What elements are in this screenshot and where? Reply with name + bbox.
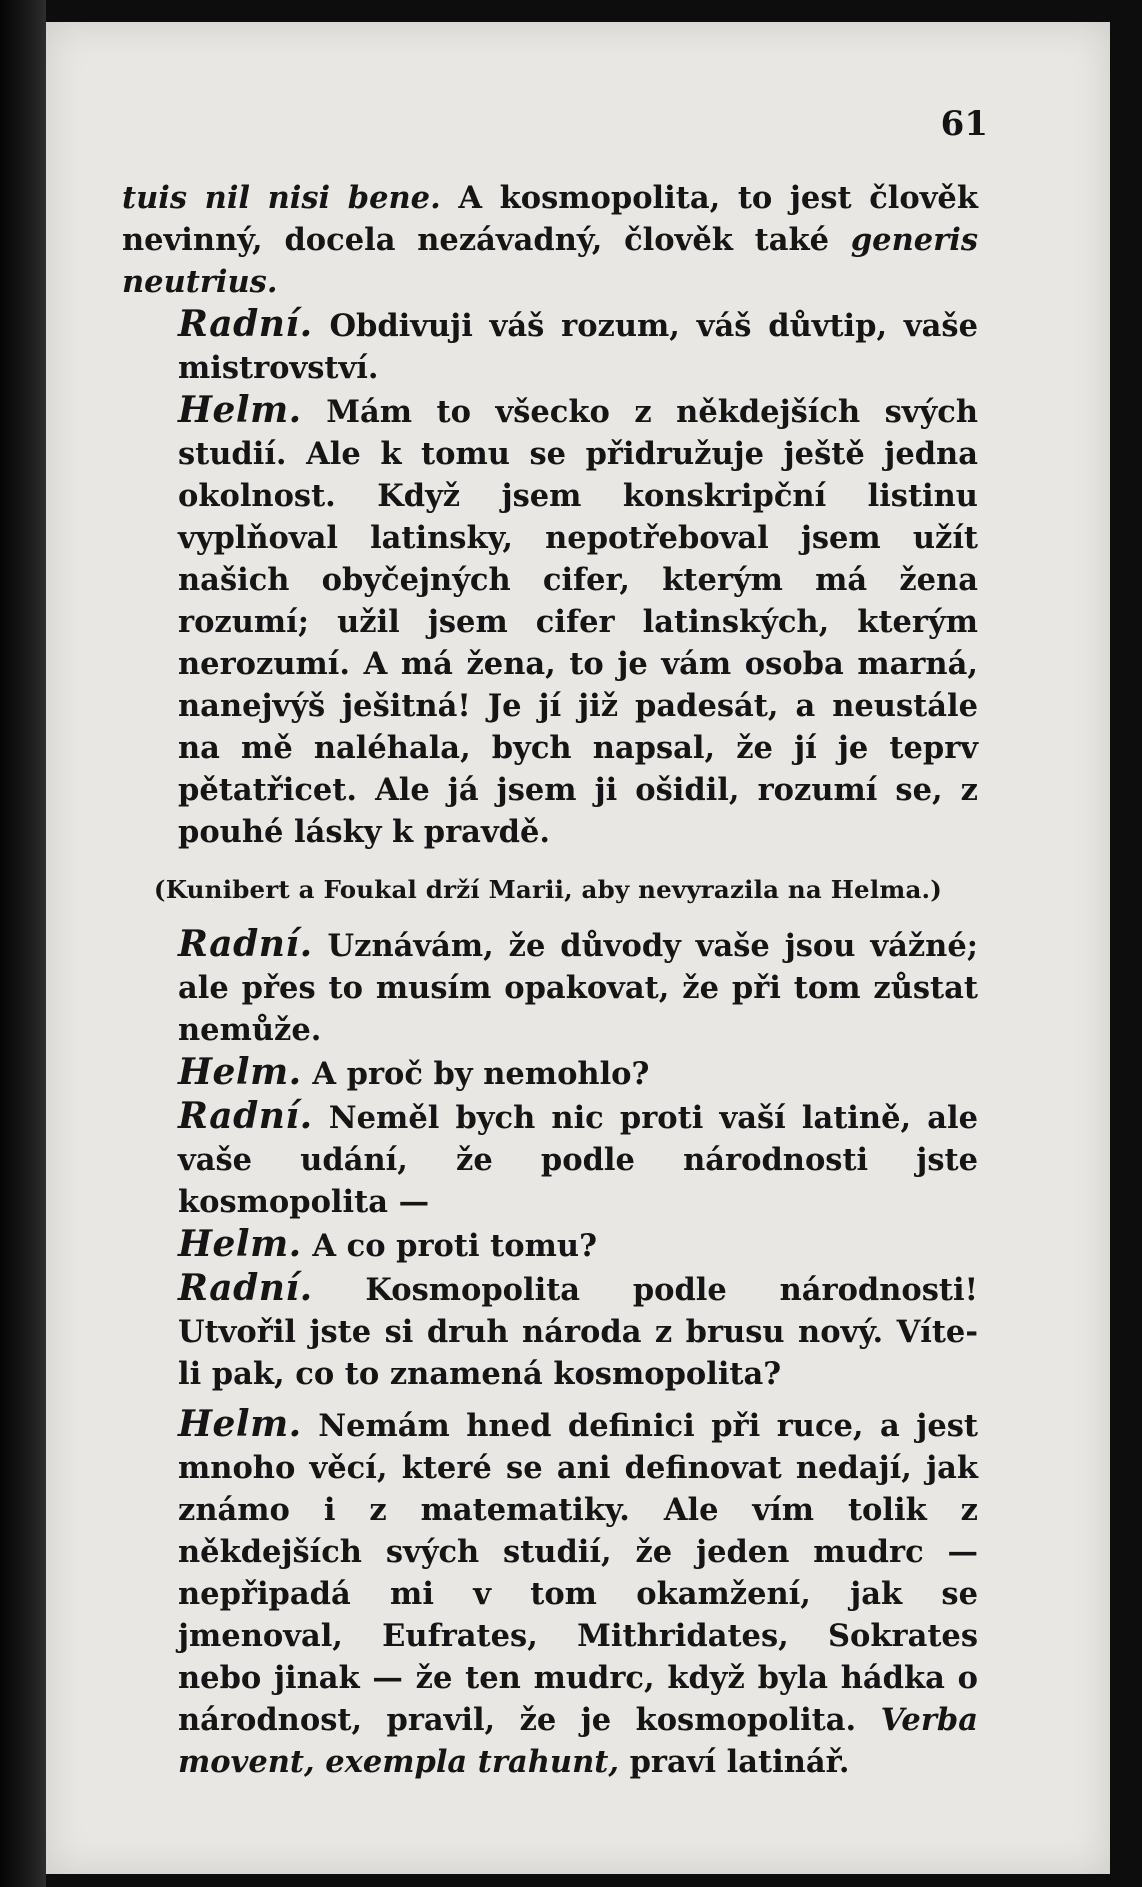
dialogue-text: A proč by nemohlo? xyxy=(301,1056,650,1092)
latin-phrase: generis neutrius. xyxy=(122,222,978,300)
speaker-name: Radní. xyxy=(178,923,313,965)
speaker-name: Helm. xyxy=(178,1223,302,1265)
paragraph-text: A kosmopolita, to jest člověk nevinný, docela nezávadný, člověk také xyxy=(122,180,978,258)
dialogue-text: praví latinář. xyxy=(618,1744,850,1780)
dialogue-text: Kosmopolita podle národnosti! Utvořil jste si druh národa z brusu nový. Víte-li pak, co to znamená kosmopolita? xyxy=(178,1272,978,1392)
speaker-name: Radní. xyxy=(178,303,313,345)
latin-phrase: tuis nil nisi bene. xyxy=(122,180,441,216)
speaker-name: Helm. xyxy=(178,389,302,431)
dialogue-radni xyxy=(122,303,978,389)
page-number: 61 xyxy=(940,104,988,144)
dialogue-helm xyxy=(122,1223,978,1267)
paragraph-continuation xyxy=(122,177,978,303)
speaker-name: Helm. xyxy=(178,1051,302,1093)
dialogue-text: Uznávám, že důvody vaše jsou vážné; ale přes to musím opakovat, že při tom zůstat nemůže. xyxy=(178,928,978,1048)
speaker-name: Radní. xyxy=(178,1267,313,1309)
dialogue-helm xyxy=(122,1051,978,1095)
dialogue-helm xyxy=(122,1403,978,1783)
speaker-name: Helm. xyxy=(178,1403,302,1445)
dialogue-radni xyxy=(122,1095,978,1223)
stage-direction: (Kunibert a Foukal drží Marii, aby nevyrazila na Helma.) xyxy=(153,875,943,904)
dialogue-radni xyxy=(122,1267,978,1395)
page-body xyxy=(122,177,978,1783)
latin-phrase: Verba movent, exempla trahunt, xyxy=(178,1702,978,1780)
dialogue-text: Mám to všecko z někdejších svých studií. Ale k tomu se přidružuje ještě jedna okolnost. Když jsem konskripční listinu vyplňoval latinsky, nepotřeboval jsem užít našich obyčejných cifer, kterým má žena rozumí; užil jsem cifer latinských, kterým nerozumí. A má žena, to je vám osoba marná, nanejvýš ješitná! Je jí již padesát, a neustále na mě naléhala, bych napsal, že jí je teprv pětatřicet. Ale já jsem ji ošidil, rozumí se, z pouhé lásky k pravdě. xyxy=(178,394,978,850)
dialogue-text: A co proti tomu? xyxy=(301,1228,597,1264)
dialogue-radni xyxy=(122,923,978,1051)
page-edge-shadow xyxy=(0,0,46,1887)
dialogue-text: Nemám hned definici při ruce, a jest mnoho věcí, které se ani definovat nedají, jak známo i z matematiky. Ale vím tolik z někdejších svých studií, že jeden mudrc — nepřipadá mi v tom okamžení, jak se jmenoval, Eufrates, Mithridates, Sokrates nebo jinak — že ten mudrc, když byla hádka o národnost, pravil, že je kosmopolita. xyxy=(178,1408,978,1738)
dialogue-helm xyxy=(122,389,978,853)
dialogue-text: Neměl bych nic proti vaší latině, ale vaše udání, že podle národnosti jste kosmopolita — xyxy=(178,1100,978,1220)
speaker-name: Radní. xyxy=(178,1095,313,1137)
dialogue-text: Obdivuji váš rozum, váš důvtip, vaše mistrovství. xyxy=(178,308,978,386)
